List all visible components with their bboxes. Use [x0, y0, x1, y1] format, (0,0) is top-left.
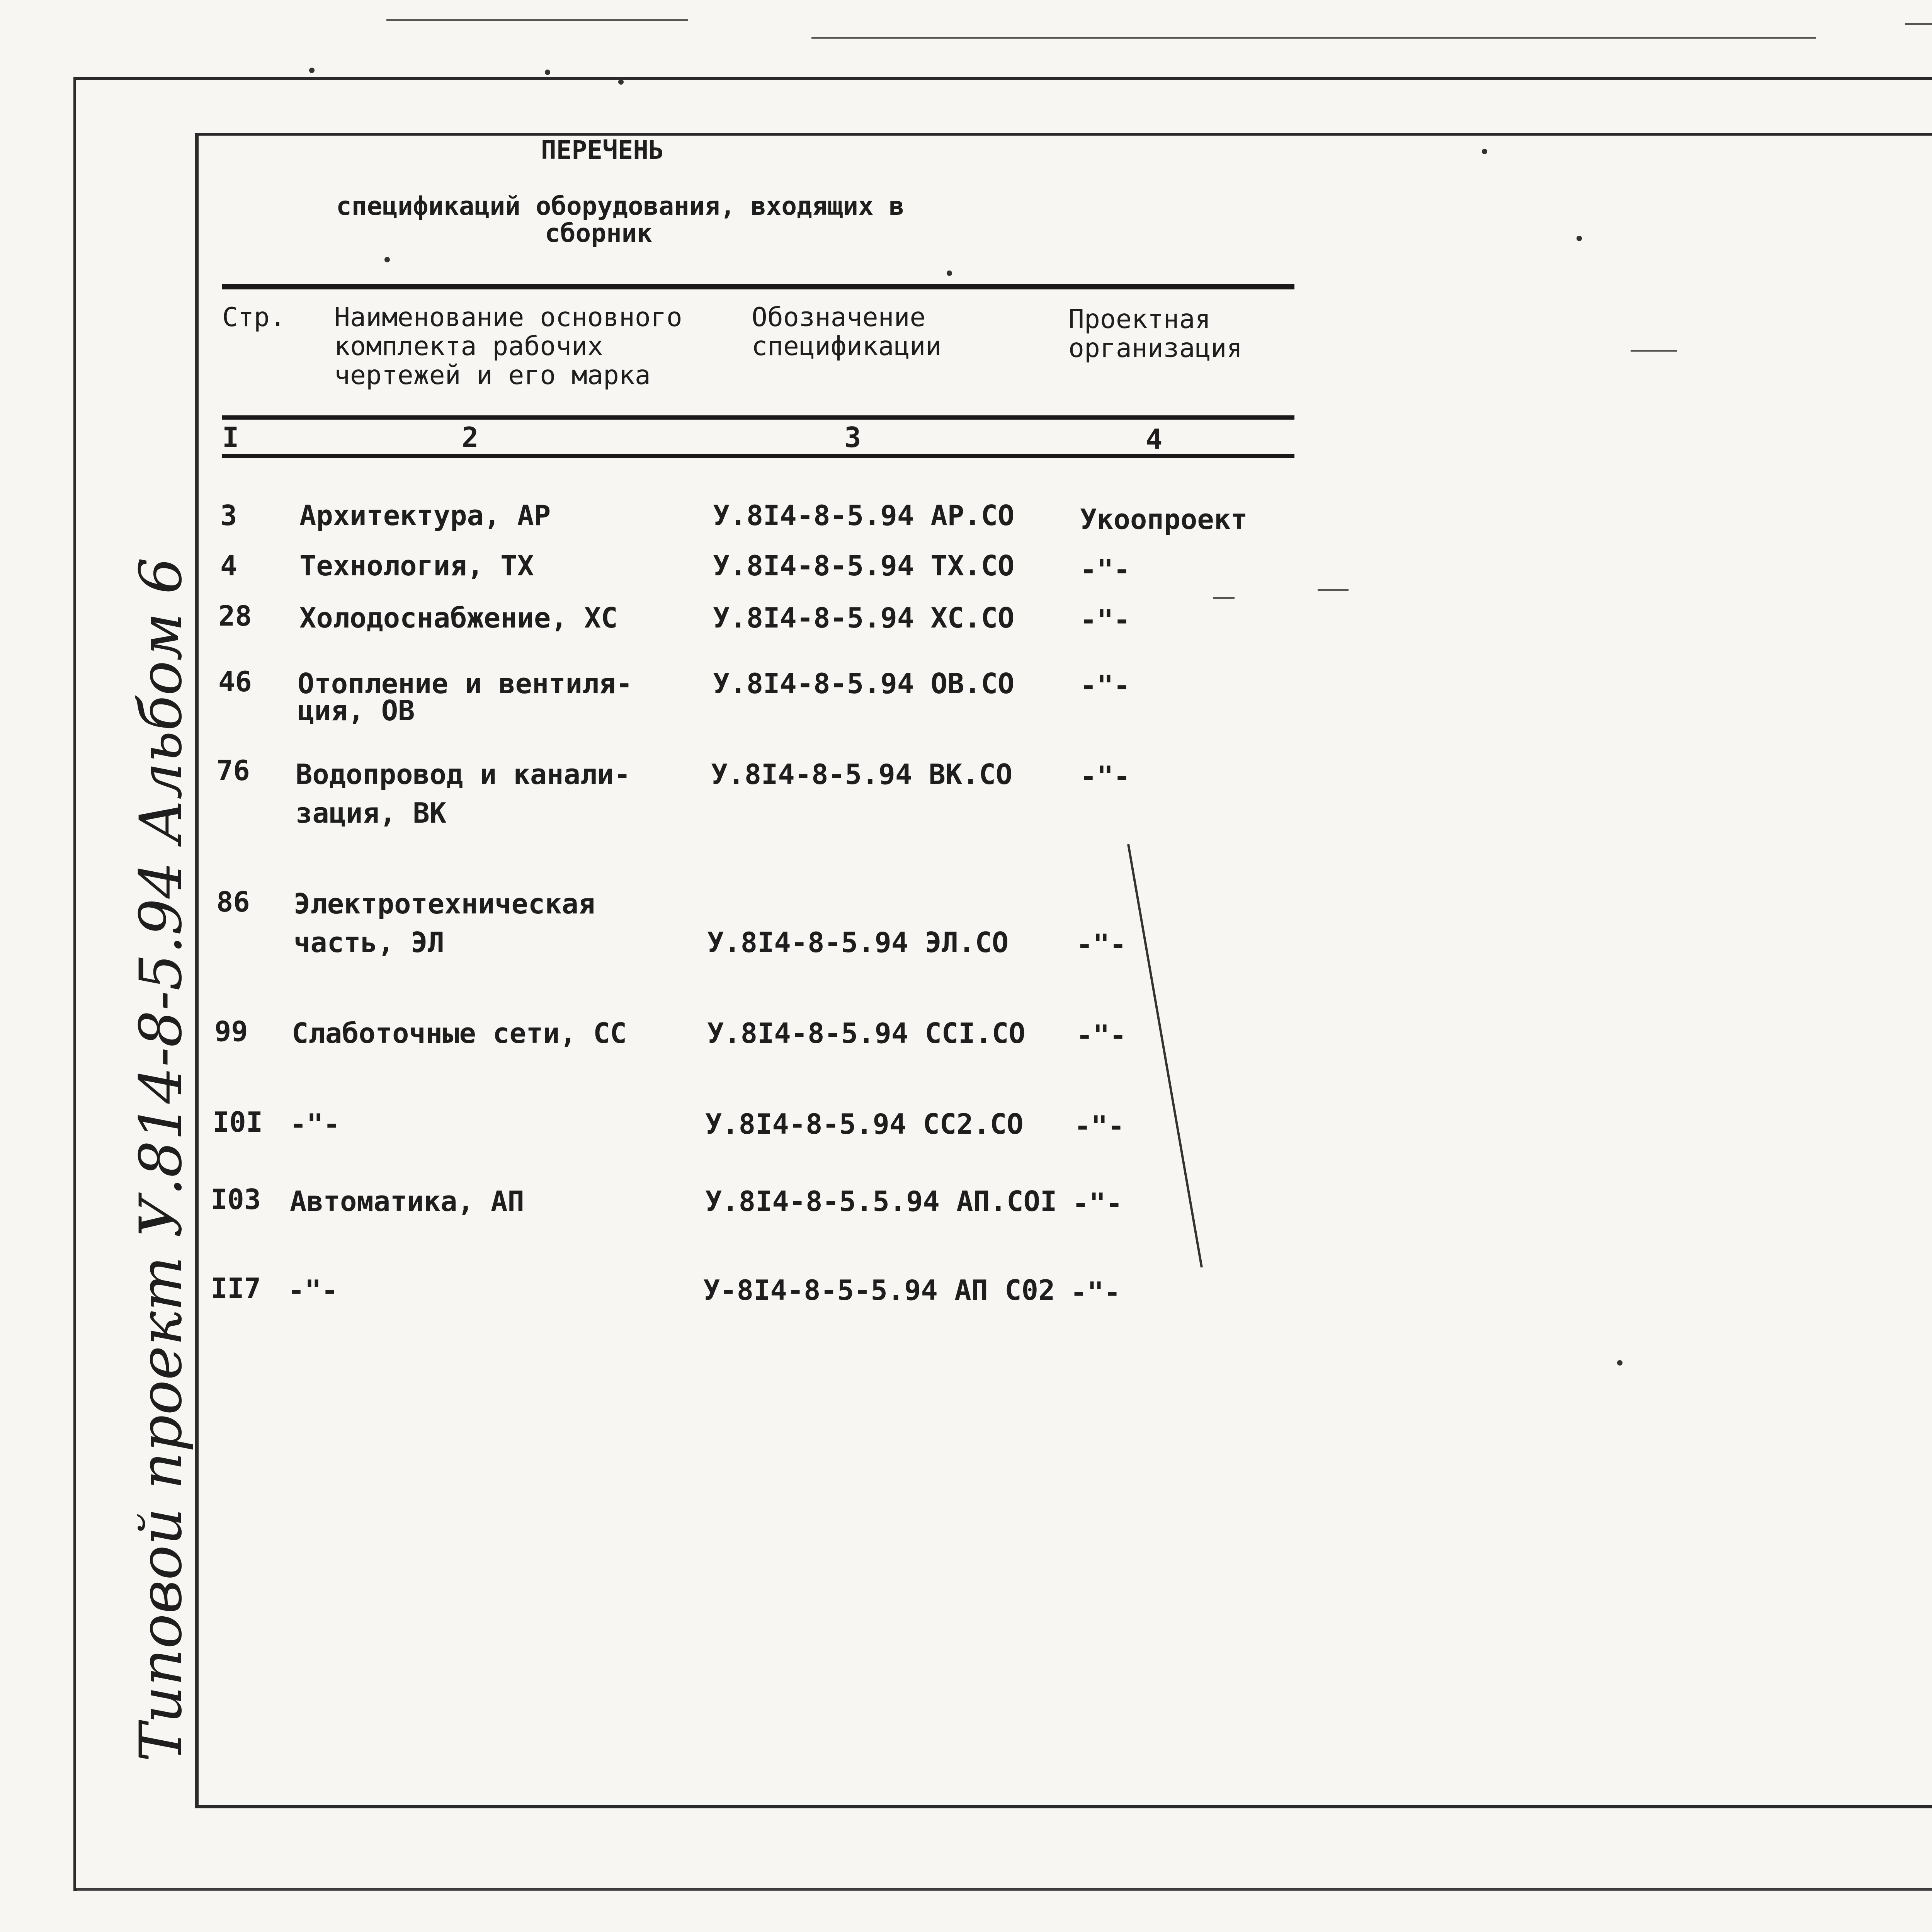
header-name-line1: Наименование основного: [334, 302, 682, 333]
scan-speck: [618, 79, 624, 85]
header-designation-line1: Обозначение: [752, 302, 926, 333]
scan-line: [1905, 23, 1932, 25]
column-number: 2: [462, 421, 479, 454]
header-designation-line2: спецификации: [752, 331, 942, 362]
album-side-note: Типовой проект У.814-8-5.94 Альбом 6: [128, 557, 195, 1762]
row-name: Автоматика, АП: [290, 1185, 524, 1218]
row-name-continued: зация, ВК: [296, 797, 447, 829]
row-designation: У.8I4-8-5.94 ОВ.СО: [713, 667, 1015, 700]
scan-mark: [1631, 350, 1677, 352]
row-designation: У.8I4-8-5.5.94 АП.СОI: [705, 1185, 1057, 1218]
row-name: Отопление и вентиля-: [298, 667, 633, 700]
scan-mark: [1318, 589, 1349, 591]
header-name-line3: чертежей и его марка: [334, 360, 651, 391]
row-name: Архитектура, АР: [299, 499, 551, 532]
row-page: I03: [211, 1183, 261, 1216]
row-organization: Укоопроект: [1080, 503, 1248, 536]
document-subtitle: спецификаций оборудования, входящих в: [336, 191, 905, 221]
scan-line: [386, 19, 688, 21]
row-designation: У-8I4-8-5-5.94 АП С02: [703, 1274, 1055, 1306]
row-designation: У.8I4-8-5.94 ССI.СО: [707, 1017, 1026, 1049]
scan-speck: [947, 270, 952, 276]
row-page: 28: [218, 600, 252, 632]
row-name: Электротехническая: [294, 888, 595, 920]
row-designation: У.8I4-8-5.94 АР.СО: [713, 499, 1015, 532]
document-title: ПЕРЕЧЕНЬ: [541, 135, 664, 165]
row-designation: У.8I4-8-5.94 ВК.СО: [711, 758, 1013, 791]
row-organization: -"-: [1080, 669, 1131, 702]
row-organization: -"-: [1076, 1019, 1127, 1051]
row-name: Слаботочные сети, СС: [292, 1017, 627, 1049]
row-organization: -"-: [1080, 760, 1131, 793]
header-page: Стр.: [222, 302, 286, 333]
table-top-rule: [222, 284, 1294, 289]
scan-speck: [1577, 236, 1582, 241]
row-organization: -"-: [1070, 1276, 1121, 1308]
row-organization: -"-: [1074, 1110, 1125, 1142]
row-organization: -"-: [1080, 604, 1131, 636]
scan-line: [811, 37, 1816, 39]
column-number: 4: [1146, 423, 1163, 456]
scan-speck: [545, 70, 550, 75]
row-organization: -"-: [1080, 553, 1131, 586]
header-name-line2: комплекта рабочих: [334, 331, 603, 362]
column-number: I: [222, 421, 239, 454]
row-page: 46: [218, 665, 252, 698]
scan-speck: [1617, 1360, 1622, 1366]
row-name: Холодоснабжение, ХС: [299, 602, 618, 634]
row-organization: -"-: [1072, 1187, 1123, 1219]
row-page: 86: [216, 886, 250, 918]
row-designation: У.8I4-8-5.94 ЭЛ.СО: [707, 926, 1009, 959]
row-name-continued: часть, ЭЛ: [294, 926, 445, 959]
scan-speck: [384, 257, 390, 262]
row-page: 3: [220, 499, 237, 532]
scan-speck: [309, 68, 315, 73]
header-organization-line1: Проектная: [1068, 304, 1211, 335]
row-page: II7: [211, 1272, 261, 1304]
table-header-rule: [222, 415, 1294, 420]
scan-speck: [1482, 149, 1487, 154]
row-name: Водопровод и канали-: [296, 758, 631, 791]
scan-line: [77, 1889, 1932, 1891]
scan-mark: [1213, 597, 1235, 599]
row-page: 76: [216, 754, 250, 787]
row-page: 4: [220, 549, 237, 582]
row-designation: У.8I4-8-5.94 ТХ.СО: [713, 549, 1015, 582]
table-column-number-rule: [222, 454, 1294, 458]
stray-pen-line: [1121, 842, 1213, 1271]
row-name: -"-: [288, 1274, 338, 1306]
row-name-continued: ция, ОВ: [298, 694, 415, 727]
row-page: I0I: [213, 1106, 263, 1138]
row-name: Технология, ТХ: [299, 549, 534, 582]
column-number: 3: [844, 421, 861, 454]
row-page: 99: [214, 1015, 248, 1048]
document-subtitle-continued: сборник: [545, 218, 653, 248]
row-designation: У.8I4-8-5.94 СС2.СО: [705, 1108, 1024, 1140]
row-organization: -"-: [1076, 928, 1127, 961]
row-name: -"-: [290, 1108, 340, 1140]
row-designation: У.8I4-8-5.94 ХС.СО: [713, 602, 1015, 634]
header-organization-line2: организация: [1068, 333, 1243, 364]
